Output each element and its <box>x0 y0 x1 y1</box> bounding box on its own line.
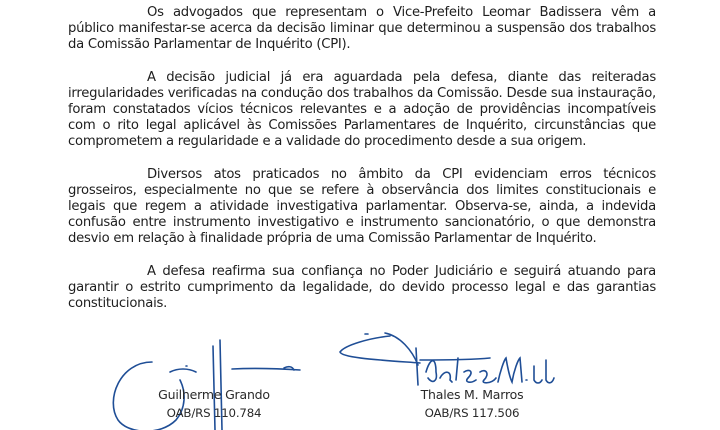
signer-name: Thales M. Marros <box>420 387 524 402</box>
document-body <box>68 5 656 328</box>
signature-scrawl-thales-icon <box>340 333 554 385</box>
signer-name: Guilherme Grando <box>158 387 270 402</box>
paragraph-judicial-decision: A decisão judicial já era aguardada pela defesa, diante das reiteradas irregularidades verificadas na condução dos trabalhos da Comissão. Desde sua instauração, foram constatados vícios técnicos relevantes e a adoção de providências incompatíveis com o rito legal aplicável às Comissões Parlamentares de Inquérito, circunstâncias que comprometem a regularidade e a validade do procedimento desde a sua origem. <box>68 69 656 150</box>
signature-block-thales <box>372 386 572 422</box>
signer-oab-number: OAB/RS 110.784 <box>166 406 262 420</box>
paragraph-reaffirmation: A defesa reafirma sua confiança no Poder Judiciário e seguirá atuando para garantir o estrito cumprimento da legalidade, do devido processo legal e das garantias constitucionais. <box>68 263 656 312</box>
signature-block-guilherme <box>114 386 314 422</box>
paragraph-technical-errors: Diversos atos praticados no âmbito da CPI evidenciam erros técnicos grosseiros, especialmente no que se refere à observância dos limites constitucionais e legais que regem a atividade investigativa parlamentar. Observa-se, ainda, a indevida confusão entre instrumento investigativo e instrumento sancionatório, o que demonstra desvio em relação à finalidade própria de uma Comissão Parlamentar de Inquérito. <box>68 166 656 247</box>
paragraph-intro: Os advogados que representam o Vice-Prefeito Leomar Badissera vêm a público manifestar-se acerca da decisão liminar que determinou a suspensão dos trabalhos da Comissão Parlamentar de Inquérito (CPI). <box>68 5 656 53</box>
signer-oab-number: OAB/RS 117.506 <box>424 406 520 420</box>
